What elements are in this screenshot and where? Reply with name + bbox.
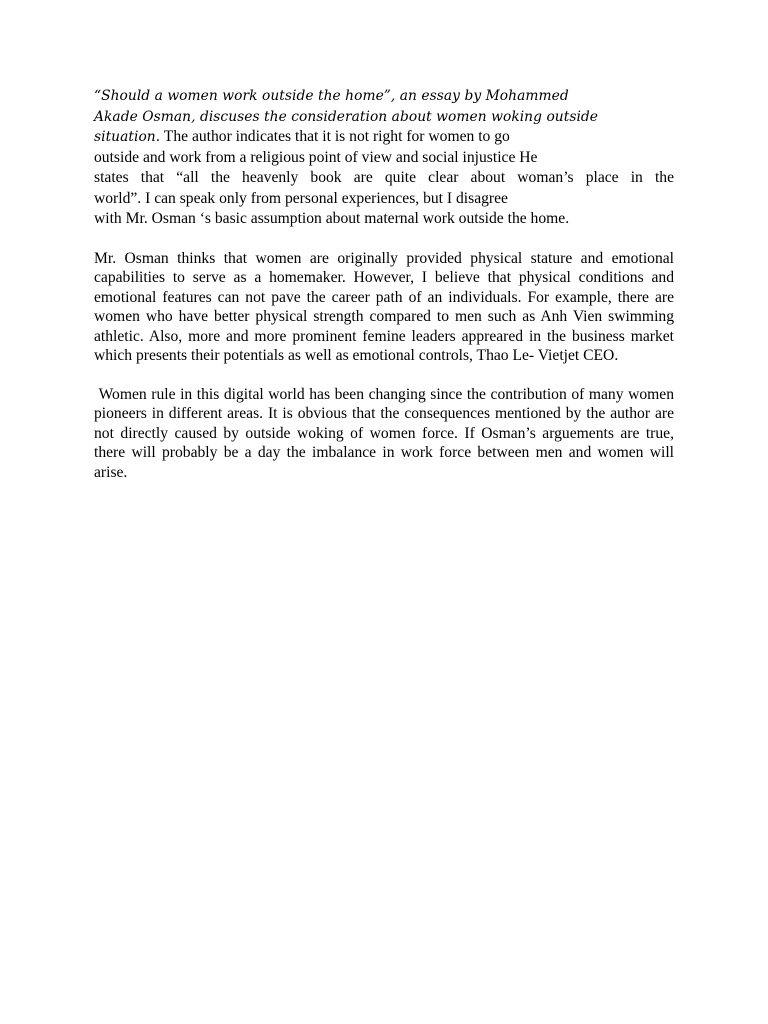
- essay-author-citation: Akade Osman, discuses the consideration about women woking outside: [94, 108, 599, 125]
- paragraph-argument: Mr. Osman thinks that women are originally provided physical stature and emotional capabilities to serve as a homemaker. However, I believe that physical conditions and emotional features can not pave the career path of an individuals. For example, there are women who have better physical strength compared to men such as Anh Vien swimming athletic. Also, more and more prominent femine leaders appreared in the business market which presents their potentials as well as emotional controls, Thao Le- Vietjet CEO.: [94, 249, 674, 364]
- paragraph-spacer: [94, 230, 674, 249]
- intro-line: [94, 107, 674, 128]
- intro-line: [94, 148, 674, 169]
- document-body: [94, 86, 678, 482]
- intro-line-text: world”. I can speak only from personal experiences, but I disagree: [94, 189, 508, 207]
- intro-line: [94, 168, 674, 189]
- intro-line: [94, 86, 674, 107]
- intro-line: [94, 209, 674, 230]
- paragraph-spacer: [94, 366, 674, 385]
- essay-title-citation: “Should a women work outside the home”, an essay by Mohammed: [94, 88, 569, 104]
- essay-topic-citation: situation.: [94, 129, 161, 145]
- intro-line-text: with Mr. Osman ‘s basic assumption about maternal work outside the home.: [94, 210, 570, 227]
- intro-line-text: The author indicates that it is not right for women to go: [160, 128, 510, 145]
- paragraph-conclusion: Women rule in this digital world has been changing since the contribution of many women pioneers in different areas. It is obvious that the consequences mentioned by the author are not directly caused by outside woking of women force. If Osman’s arguements are true, there will probably be a day the imbalance in work force between men and women will arise.: [94, 385, 678, 481]
- paragraph-intro: [94, 86, 674, 230]
- intro-line: [94, 127, 674, 148]
- intro-line-text: outside and work from a religious point of view and social injustice He: [94, 148, 538, 166]
- intro-line-text: states that “all the heavenly book are quite clear about woman’s place in the: [94, 169, 674, 186]
- intro-line: [94, 189, 674, 210]
